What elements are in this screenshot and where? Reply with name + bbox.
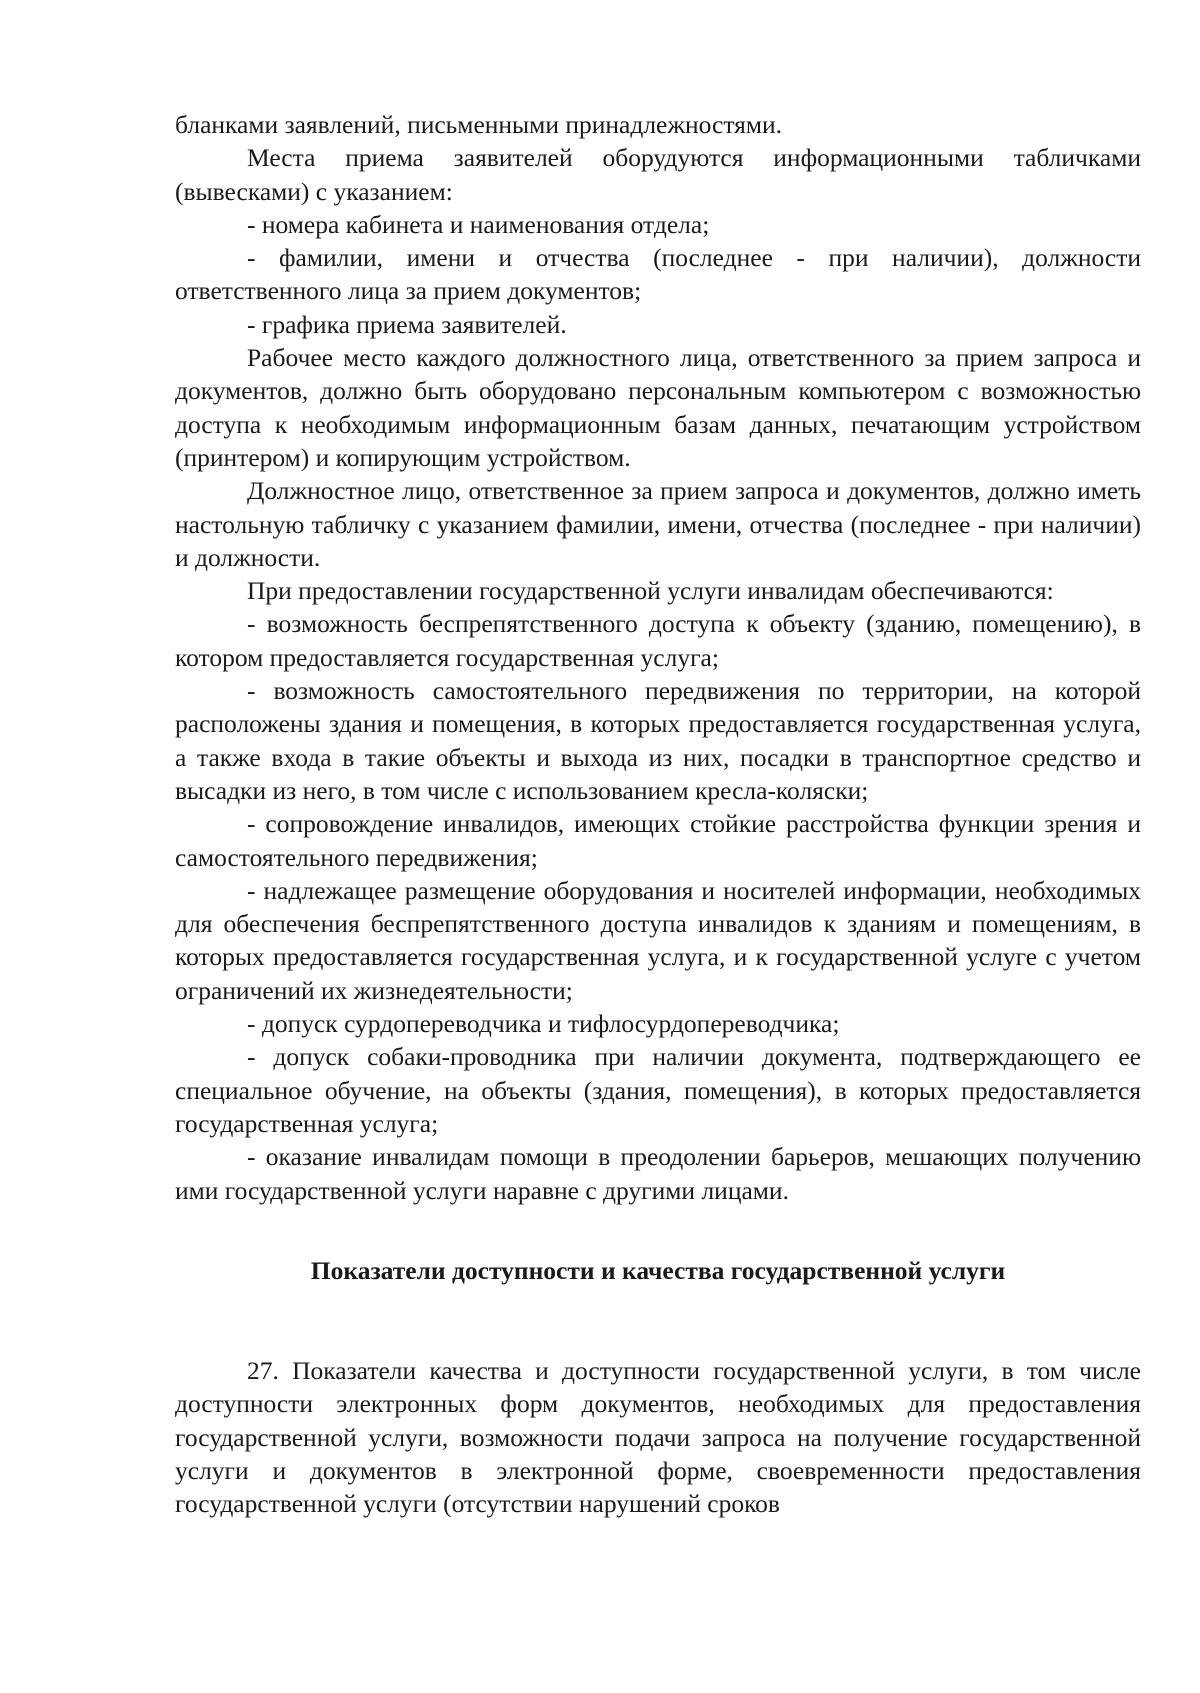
heading-spacer — [175, 1287, 1141, 1354]
paragraph: - надлежащее размещение оборудования и носителей информации, необходимых для обеспечения беспрепятственного доступа инвалидов к зданиям и помещениям, в которых предоставляется государственная услуга, и к государственной услуге с учетом ограничений их жизнедеятельности; — [175, 875, 1141, 1005]
paragraph: - допуск собаки-проводника при наличии документа, подтверждающего ее специальное обучение, на объекты (здания, помещения), в которых предоставляется государственная услуга; — [175, 1042, 1141, 1138]
paragraph: Должностное лицо, ответственное за прием запроса и документов, должно иметь настольную табличку с указанием фамилии, имени, отчества (последнее - при наличии) и должности. — [175, 476, 1141, 572]
paragraph: - оказание инвалидам помощи в преодолении барьеров, мешающих получению ими государственной услуги наравне с другими лицами. — [175, 1142, 1141, 1205]
body-text-top — [175, 108, 1141, 1207]
paragraph: - возможность самостоятельного передвижения по территории, на которой расположены здания и помещения, в которых предоставляется государственная услуга, а также входа в такие объекты и выхода из них, посадки в транспортное средство и высадки из него, в том числе с использованием кресла-коляски; — [175, 676, 1141, 805]
section-heading: Показатели доступности и качества государственной услуги — [310, 1255, 1006, 1285]
body-text-bottom — [175, 1354, 1141, 1520]
paragraph: Места приема заявителей оборудуются информационными табличками (вывесками) с указанием: — [175, 143, 1141, 206]
paragraph: бланками заявлений, письменными принадлежностями. — [175, 110, 783, 139]
paragraph: - допуск сурдопереводчика и тифлосурдопереводчика; — [247, 1009, 840, 1039]
paragraph: При предоставлении государственной услуги инвалидам обеспечиваются: — [247, 576, 1054, 606]
paragraph: - сопровождение инвалидов, имеющих стойкие расстройства функции зрения и самостоятельного передвижения; — [175, 809, 1141, 872]
paragraph: 27. Показатели качества и доступности государственной услуги, в том числе доступности электронных форм документов, необходимых для предоставления государственной услуги, возможности подачи запроса на получение государственной услуги и документов в электронной форме, своевременности предоставления государственной услуги (отсутствии нарушений сроков — [175, 1356, 1141, 1519]
document-page — [175, 108, 1141, 1521]
paragraph: - номера кабинета и наименования отдела; — [247, 209, 710, 239]
paragraph: - возможность беспрепятственного доступа к объекту (зданию, помещению), в котором предоставляется государственная услуга; — [175, 609, 1141, 672]
paragraph: - графика приема заявителей. — [247, 309, 567, 339]
paragraph: - фамилии, имени и отчества (последнее - при наличии), должности ответственного лица за прием документов; — [175, 243, 1141, 306]
paragraph: Рабочее место каждого должностного лица, ответственного за прием запроса и документов, должно быть оборудовано персональным компьютером с возможностью доступа к необходимым информационным базам данных, печатающим устройством (принтером) и копирующим устройством. — [175, 343, 1141, 472]
